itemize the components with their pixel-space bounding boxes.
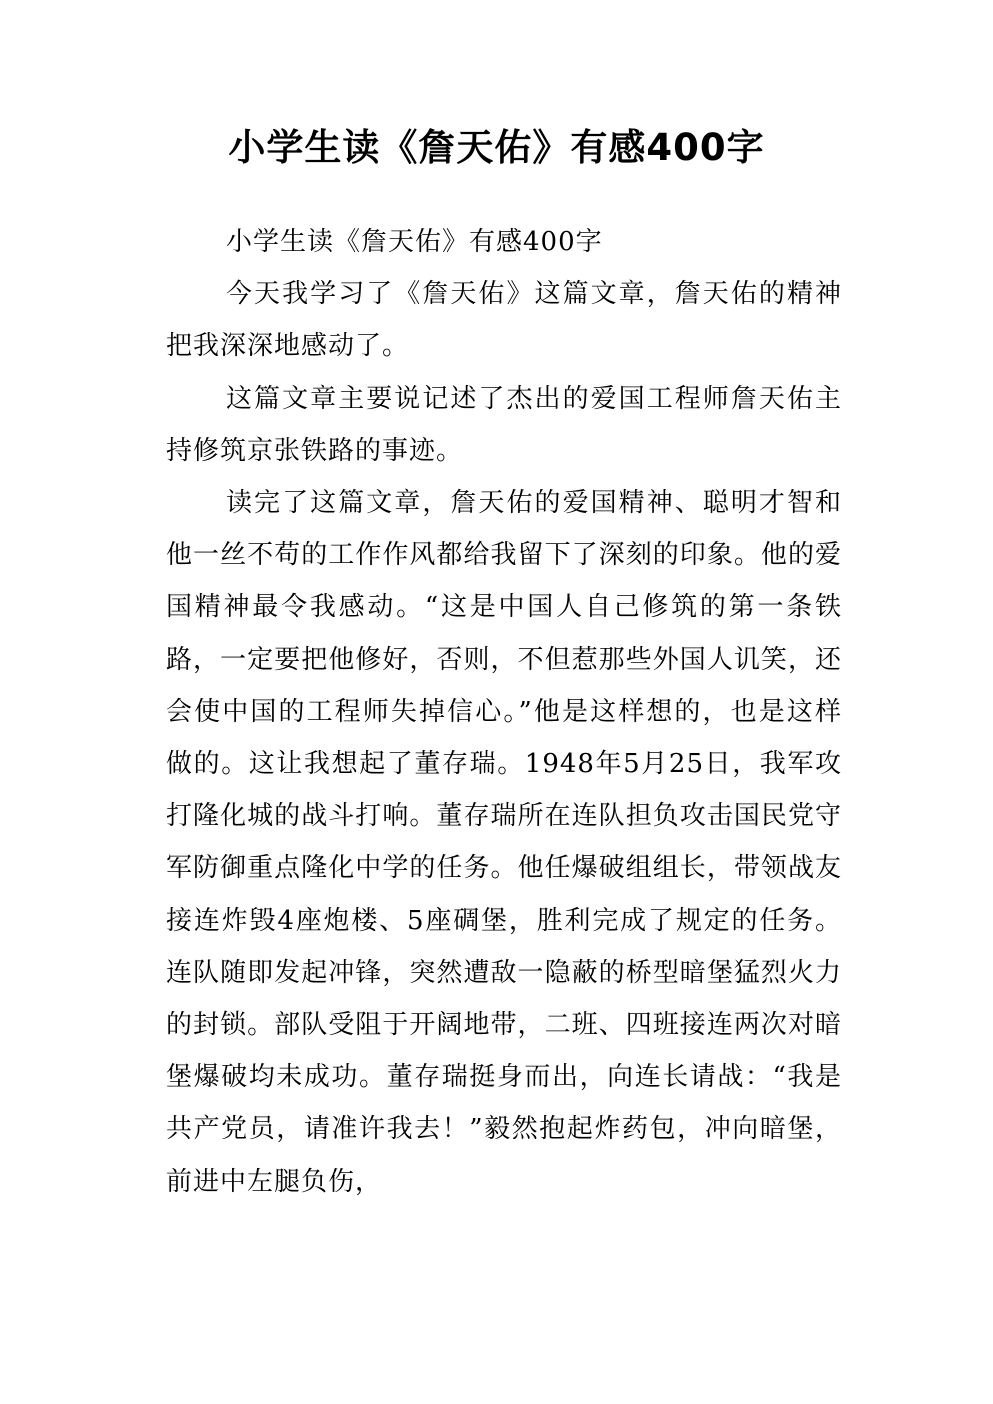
paragraph: 读完了这篇文章，詹天佑的爱国精神、聪明才智和他一丝不苟的工作作风都给我留下了深刻的印象。他的爱国精神最令我感动。“这是中国人自己修筑的第一条铁路，一定要把他修好，否则，不但惹那些外国人讥笑，还会使中国的工程师失掉信心。”他是这样想的，也是这样做的。这让我想起了董存瑞。1948年5月25日，我军攻打隆化城的战斗打响。董存瑞所在连队担负攻击国民党守军防御重点隆化中学的任务。他任爆破组组长，带领战友接连炸毁4座炮楼、5座碉堡，胜利完成了规定的任务。连队随即发起冲锋，突然遭敌一隐蔽的桥型暗堡猛烈火力的封锁。部队受阻于开阔地带，二班、四班接连两次对暗堡爆破均未成功。董存瑞挺身而出，向连长请战：“我是共产党员，请准许我去！”毅然抱起炸药包，冲向暗堡，前进中左腿负伤， bbox=[166, 488, 842, 1197]
paragraph-heading: 小学生读《詹天佑》有感400字 bbox=[226, 227, 603, 257]
document-title: 小学生读《詹天佑》有感400字 bbox=[228, 126, 765, 169]
paragraph: 今天我学习了《詹天佑》这篇文章，詹天佑的精神把我深深地感动了。 bbox=[166, 279, 842, 362]
document-body bbox=[166, 216, 842, 1208]
paragraph: 这篇文章主要说记述了杰出的爱国工程师詹天佑主持修筑京张铁路的事迹。 bbox=[166, 383, 842, 466]
